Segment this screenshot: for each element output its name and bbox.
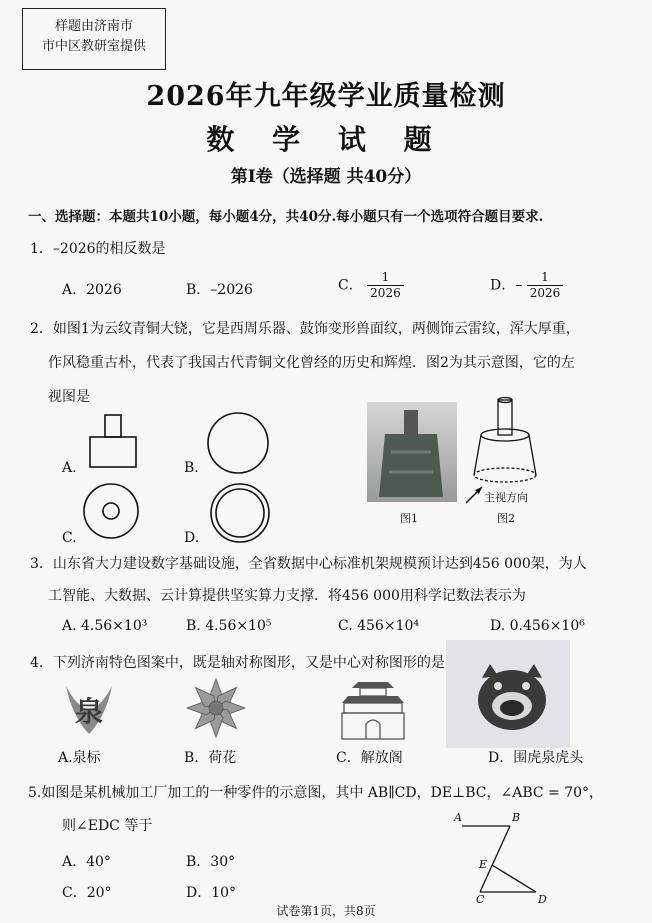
- stamp-line-1: 样题由济南市: [54, 19, 133, 34]
- q2-line-2: 作风稳重古朴，代表了我国古代青铜文化曾经的历史和辉煌．图2为其示意图，它的左: [48, 355, 575, 371]
- section-heading: 一、选择题：本题共10小题，每小题4分，共40分.每小题只有一个选项符合题目要求.: [28, 209, 544, 225]
- q5-point-b: B: [512, 811, 521, 824]
- q2-option-d: D.: [184, 530, 200, 546]
- q5-point-e: E: [479, 858, 488, 871]
- q1-option-c: [338, 270, 404, 301]
- quanbiao-char: 泉: [74, 695, 103, 728]
- q1-c-label: C．: [338, 277, 363, 294]
- q1-stem: 1．–2026的相反数是: [30, 241, 166, 257]
- stamp-line-2: 市中区教研室提供: [41, 39, 146, 54]
- q5-option-d: D．10°: [186, 885, 237, 901]
- q1-option-b: B．–2026: [186, 282, 253, 298]
- subject-title: 数 学 试 题: [206, 123, 446, 156]
- fig1-caption: 图1: [400, 512, 418, 525]
- q5-point-c: C: [476, 893, 485, 906]
- q1-c-num: 1: [367, 270, 404, 286]
- page-footer: 试卷第1页，共8页: [276, 904, 376, 918]
- q2-option-c: C.: [62, 530, 77, 546]
- source-stamp: [22, 8, 166, 70]
- bronze-nao-drawing: [367, 402, 457, 502]
- q4-option-b: B．荷花: [184, 750, 237, 766]
- q5-line-1: 5.如图是某机械加工厂加工的一种零件的示意图，其中 AB∥CD，DE⊥BC，∠ABC = 70°，: [28, 785, 604, 801]
- q4-option-d: D．围虎泉虎头: [488, 750, 584, 766]
- q2-line-1: 2．如图1为云纹青铜大铙，它是西周乐器、鼓饰变形兽面纹，两侧饰云雷纹，浑大厚重，: [30, 321, 580, 337]
- exam-title: 2026年九年级学业质量检测: [146, 81, 506, 112]
- q2-option-a: A.: [62, 460, 77, 476]
- q1-c-den: 2026: [370, 286, 401, 300]
- q1-c-fraction: [367, 270, 404, 301]
- q1-d-label: D．–: [490, 277, 523, 294]
- q4-option-c: C．解放阁: [336, 750, 403, 766]
- q2-b-figure: [205, 410, 271, 476]
- q5-option-c: C．20°: [62, 885, 112, 901]
- lotus-emblem: [184, 676, 248, 740]
- q1-option-a: A．2026: [62, 282, 122, 298]
- q1-d-den: 2026: [529, 286, 561, 300]
- view-direction-label: 主视方向: [484, 491, 528, 504]
- volume-title: 第Ⅰ卷（选择题 共40分）: [230, 167, 422, 187]
- tiger-head-drawing: [446, 640, 570, 748]
- quanbiao-emblem: [58, 676, 120, 738]
- q2-d-figure: [207, 480, 273, 546]
- q1-d-fraction: [527, 270, 564, 301]
- q3-line-2: 工智能、大数据、云计算提供坚实算力支撑．将456 000用科学记数法表示为: [48, 588, 526, 604]
- tiger-head-panel: [446, 640, 570, 748]
- q5-line-2: 则∠EDC 等于: [62, 818, 153, 834]
- q4-option-a: A.泉标: [58, 750, 101, 766]
- q2-a-figure: [85, 410, 145, 470]
- q3-line-1: 3．山东省大力建设数字基础设施，全省数据中心标准机架规模预计达到456 000架，为人: [30, 556, 587, 572]
- q3-option-a: A. 4.56×10³: [62, 618, 148, 634]
- q5-option-b: B．30°: [186, 854, 236, 870]
- q5-option-a: A．40°: [62, 854, 111, 870]
- q2-option-b: B.: [184, 460, 199, 476]
- q2-line-3: 视图是: [48, 389, 90, 405]
- q3-option-b: B. 4.56×10⁵: [186, 618, 272, 634]
- q4-stem: 4．下列济南特色图案中，既是轴对称图形，又是中心对称图形的是: [30, 655, 445, 671]
- q3-option-d: D. 0.456×10⁶: [490, 618, 585, 634]
- q3-option-c: C. 456×10⁴: [338, 618, 419, 634]
- fig2-caption: 图2: [497, 512, 515, 525]
- q5-point-d: D: [538, 893, 547, 906]
- bronze-nao-photo: [367, 402, 457, 502]
- jiefangge-emblem: [338, 672, 408, 742]
- q5-point-a: A: [454, 811, 462, 824]
- q1-option-d: [490, 270, 563, 301]
- q1-d-num: 1: [527, 270, 564, 286]
- q2-c-figure: [80, 480, 142, 542]
